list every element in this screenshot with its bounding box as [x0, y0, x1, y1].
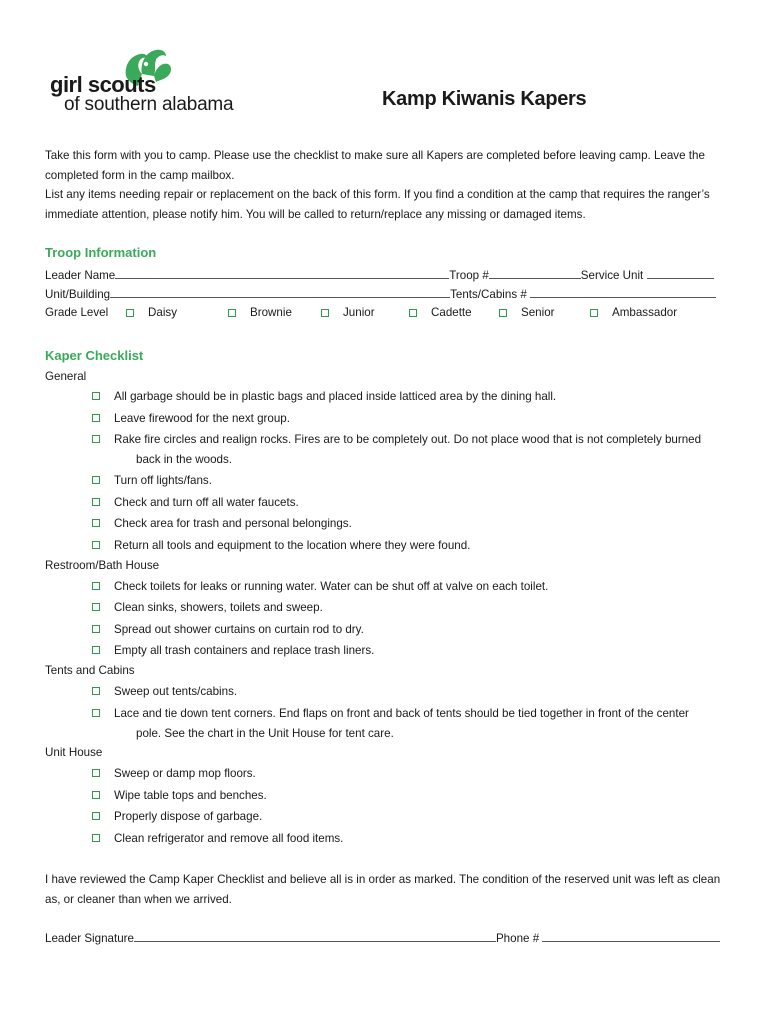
checklist-item: Clean refrigerator and remove all food items. — [92, 828, 732, 849]
checklist-item: Turn off lights/fans. — [92, 470, 732, 491]
phone-field[interactable] — [542, 929, 720, 942]
grade-level-label: Grade Level — [45, 306, 109, 319]
grade-checkbox-brownie[interactable] — [228, 309, 236, 317]
checklist-checkbox[interactable] — [92, 834, 100, 842]
intro-paragraph-2: List any items needing repair or replacement on the back of this form. If you find a condition at the camp that requires the ranger’s immediate attention, please notify him. You will be called to return/replace any missing or damaged items. — [45, 188, 710, 221]
grade-label-ambassador: Ambassador — [612, 306, 678, 319]
checklist-item: All garbage should be in plastic bags and placed inside latticed area by the dining hall. — [92, 386, 732, 407]
checklist-item: Spread out shower curtains on curtain rod to dry. — [92, 619, 732, 640]
service-unit-label: Service Unit — [580, 269, 644, 282]
leader-signature-field[interactable] — [134, 929, 496, 942]
leader-name-row — [45, 266, 725, 284]
checklist-item: Empty all trash containers and replace trash liners. — [92, 640, 732, 661]
checklist-item: Wipe table tops and benches. — [92, 785, 732, 806]
grade-checkbox-daisy[interactable] — [126, 309, 134, 317]
leader-name-label: Leader Name — [45, 269, 116, 282]
page-title: Kamp Kiwanis Kapers — [382, 88, 587, 110]
checklist-item: Sweep or damp mop floors. — [92, 763, 732, 784]
unit-building-field[interactable] — [110, 285, 450, 298]
service-unit-field[interactable] — [647, 266, 714, 279]
checklist-checkbox[interactable] — [92, 476, 100, 484]
tents-cabins-field[interactable] — [530, 285, 716, 298]
tents-cabins-label: Tents/Cabins # — [450, 288, 527, 301]
grade-label-cadette: Cadette — [431, 306, 472, 319]
logo-name: girl scouts — [50, 72, 156, 97]
grade-checkbox-cadette[interactable] — [409, 309, 417, 317]
checklist-item: Rake fire circles and realign rocks. Fires are to be completely out. Do not place wood that is not completely burned — [92, 429, 752, 450]
kaper-checklist-heading: Kaper Checklist — [45, 348, 144, 363]
checklist-checkbox[interactable] — [92, 519, 100, 527]
unit-building-row — [45, 285, 725, 303]
checklist-item: Check and turn off all water faucets. — [92, 492, 732, 513]
checklist-item: Lace and tie down tent corners. End flaps on front and back of tents should be tied together in front of the center — [92, 703, 752, 724]
checklist-checkbox[interactable] — [92, 687, 100, 695]
checklist-checkbox[interactable] — [92, 603, 100, 611]
checklist-checkbox[interactable] — [92, 646, 100, 654]
leader-name-field[interactable] — [115, 266, 449, 279]
grade-checkbox-ambassador[interactable] — [590, 309, 598, 317]
intro-text — [45, 146, 735, 224]
checklist-item: Return all tools and equipment to the location where they were found. — [92, 535, 732, 556]
checklist-item: Leave firewood for the next group. — [92, 408, 732, 429]
checklist-item: Clean sinks, showers, toilets and sweep. — [92, 597, 732, 618]
troop-number-label: Troop # — [449, 269, 489, 282]
grade-checkbox-junior[interactable] — [321, 309, 329, 317]
troop-info-heading: Troop Information — [45, 245, 157, 260]
troop-number-field[interactable] — [489, 266, 581, 279]
checklist-checkbox[interactable] — [92, 541, 100, 549]
checklist-checkbox[interactable] — [92, 769, 100, 777]
checklist-checkbox[interactable] — [92, 582, 100, 590]
logo-council: of southern alabama — [64, 94, 234, 115]
checklist-checkbox[interactable] — [92, 435, 100, 443]
checklist-item: Properly dispose of garbage. — [92, 806, 732, 827]
checklist-checkbox[interactable] — [92, 498, 100, 506]
checklist-item-continuation: pole. See the chart in the Unit House for tent care. — [136, 727, 394, 740]
checklist-checkbox[interactable] — [92, 392, 100, 400]
grade-label-senior: Senior — [521, 306, 555, 319]
checklist-checkbox[interactable] — [92, 791, 100, 799]
phone-label: Phone # — [495, 932, 540, 945]
signature-row — [45, 929, 725, 947]
grade-label-junior: Junior — [343, 306, 375, 319]
intro-paragraph-1: Take this form with you to camp. Please use the checklist to make sure all Kapers are completed before leaving camp. Leave the completed form in the camp mailbox. — [45, 149, 705, 182]
category-unit-house: Unit House — [45, 746, 103, 759]
checklist-item-continuation: back in the woods. — [136, 453, 233, 466]
closing-statement: I have reviewed the Camp Kaper Checklist and believe all is in order as marked. The condition of the reserved unit was left as clean as, or cleaner than when we arrived. — [45, 873, 721, 906]
checklist-item: Check toilets for leaks or running water. Water can be shut off at valve on each toilet. — [92, 576, 732, 597]
checklist-checkbox[interactable] — [92, 812, 100, 820]
grade-label-daisy: Daisy — [148, 306, 177, 319]
checklist-checkbox[interactable] — [92, 625, 100, 633]
checklist-item: Check area for trash and personal belongings. — [92, 513, 732, 534]
grade-label-brownie: Brownie — [250, 306, 292, 319]
grade-checkbox-senior[interactable] — [499, 309, 507, 317]
leader-signature-label: Leader Signature — [45, 932, 134, 945]
checklist-checkbox[interactable] — [92, 414, 100, 422]
category-general: General — [45, 370, 87, 383]
unit-building-label: Unit/Building — [45, 288, 111, 301]
checklist-checkbox[interactable] — [92, 709, 100, 717]
category-tents: Tents and Cabins — [45, 664, 135, 677]
category-restroom: Restroom/Bath House — [45, 559, 160, 572]
checklist-item: Sweep out tents/cabins. — [92, 681, 732, 702]
